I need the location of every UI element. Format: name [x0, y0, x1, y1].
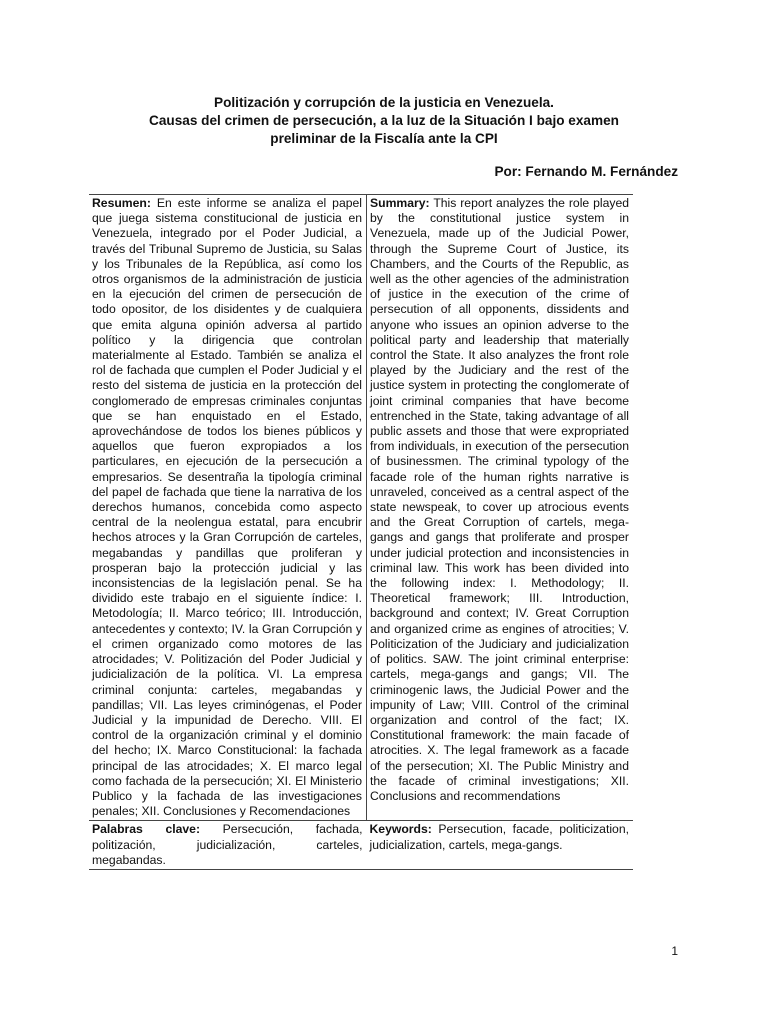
resumen-cell	[89, 195, 367, 821]
title-line-1: Politización y corrupción de la justicia en Venezuela.	[214, 95, 554, 110]
document-title	[0, 94, 768, 148]
keywords-row	[89, 821, 633, 870]
resumen-text: En este informe se analiza el papel que juega sistema constitucional de justicia en Venezuela, integrado por el Poder Judicial, a través del Tribunal Supremo de Justicia, su Salas y los Tribunales de la República, así como los otros organismos de la administración de justicia en la ejecución del crimen de persecución de todo opositor, de los disidentes y de cualquiera que emita alguna opinión adversa al partido político y la dirigencia que controlan materialmente al Estado. También se analiza el rol de fachada que cumplen el Poder Judicial y el resto del sistema de justicia en la protección del conglomerado de empresas criminales conjuntas que se han enquistado en el Estado, aprovechándose de todos los bienes públicos y aquellos que fueron expropiados a los particulares, en ejecución de la persecución a empresarios. Se desentraña la tipología criminal del papel de fachada que tiene la narrativa de los derechos humanos, concebida como aspecto central de la neolengua estatal, para encubrir hechos atroces y la Gran Corrupción de carteles, megabandas y pandillas que proliferan y prosperan bajo la protección judicial y las inconsistencias de la legislación penal. Se ha dividido este trabajo en el siguiente índice: I. Metodología; II. Marco teórico; III. Introducción, antecedentes y contexto; IV. la Gran Corrupción y el crimen organizado como motores de las atrocidades; V. Politización del Poder Judicial y judicialización de la política. VI. La empresa criminal conjunta: carteles, megabandas y pandillas; VII. Las leyes criminógenas, el Poder Judicial y la impunidad de Derecho. VIII. El control de la organización criminal y el dominio del hecho; IX. Marco Constitucional: la fachada principal de las atrocidades; X. El marco legal como fachada de la persecución; XI. El Ministerio Publico y la fachada de las investigaciones penales; XII. Conclusiones y Recomendaciones	[92, 196, 363, 819]
resumen-label: Resumen:	[92, 196, 151, 210]
keywords-cell	[367, 821, 634, 870]
palabras-clave-cell	[89, 821, 367, 870]
summary-text: This report analyzes the role played by the constitutional justice system in Venezuela, made up of the Judicial Power, through the Supreme Court of Justice, its Chambers, and the Courts of the Republic, as well as the other agencies of the administration of justice in the execution of the crime of persecution of all opponents, dissidents and anyone who issues an opinion adverse to the political party and leadership that materially control the State. It also analyzes the front role played by the Judiciary and the rest of the justice system in protecting the conglomerate of joint criminal companies that have become entrenched in the State, taking advantage of all public assets and those that were expropriated from individuals, in execution of the persecution of businessmen. The criminal typology of the facade role of the human rights narrative is unraveled, conceived as a central aspect of the state newspeak, to cover up atrocious events and the Great Corruption of cartels, mega-gangs and gangs that proliferate and prosper under judicial protection and inconsistencies in criminal law. This work has been divided into the following index: I. Methodology; II. Theoretical framework; III. Introduction, background and context; IV. Great Corruption and organized crime as engines of atrocities; V. Politicization of the Judiciary and judicialization of politics. SAW. The joint criminal enterprise: cartels, mega-gangs and gangs; VII. The criminogenic laws, the Judicial Power and the impunity of Law; VIII. Control of the criminal organization and control of the fact; IX. Constitutional framework: the main facade of atrocities. X. The legal framework as a facade of the persecution; XI. The Public Ministry and the facade of criminal investigations; XII. Conclusions and recommendations	[370, 196, 630, 803]
palabras-clave-text: Persecución, fachada, politización, judicialización, carteles, megabandas.	[92, 822, 363, 867]
title-line-2: Causas del crimen de persecución, a la luz de la Situación I bajo examen	[149, 113, 619, 128]
title-line-3: preliminar de la Fiscalía ante la CPI	[270, 131, 498, 146]
keywords-label: Keywords:	[369, 822, 432, 837]
abstract-table	[89, 194, 633, 870]
summary-cell	[367, 195, 634, 821]
summary-label: Summary:	[370, 196, 430, 210]
page-number: 1	[671, 944, 678, 958]
keywords-text: Persecution, facade, politicization, judicialization, cartels, mega-gangs.	[369, 822, 629, 852]
abstract-row	[89, 195, 633, 821]
palabras-clave-label: Palabras clave:	[92, 822, 201, 837]
author-byline: Por: Fernando M. Fernández	[494, 164, 678, 179]
